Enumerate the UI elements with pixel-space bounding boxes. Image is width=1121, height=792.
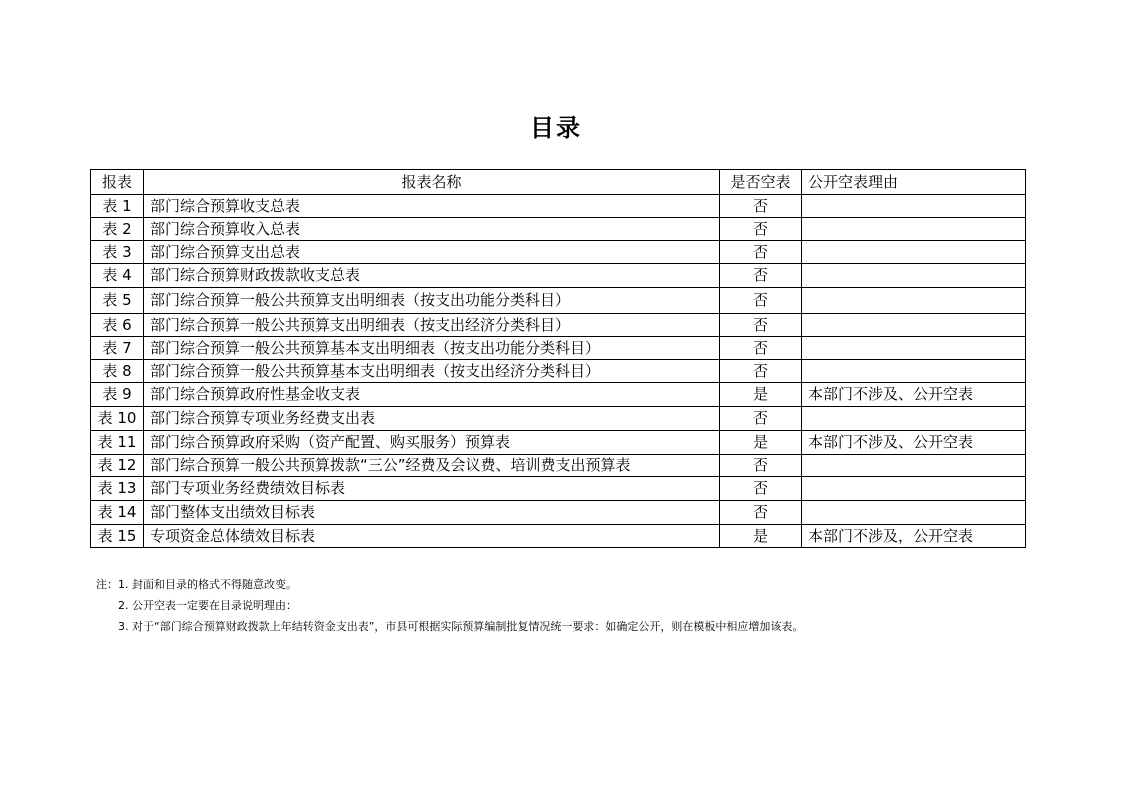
report-number: 表 11	[91, 431, 144, 455]
report-name: 部门综合预算收支总表	[144, 195, 720, 218]
table-row	[91, 501, 1026, 525]
report-number: 表 2	[91, 218, 144, 241]
report-name: 部门综合预算一般公共预算支出明细表（按支出功能分类科目）	[144, 288, 720, 314]
report-name: 部门综合预算一般公共预算拨款“三公”经费及会议费、培训费支出预算表	[144, 455, 720, 477]
report-number: 表 7	[91, 337, 144, 360]
table-row	[91, 264, 1026, 288]
report-number: 表 4	[91, 264, 144, 288]
is-empty: 否	[720, 360, 802, 383]
header-report: 报表	[91, 170, 144, 195]
report-name: 部门综合预算一般公共预算基本支出明细表（按支出功能分类科目）	[144, 337, 720, 360]
report-name: 部门综合预算一般公共预算支出明细表（按支出经济分类科目）	[144, 314, 720, 337]
table-body	[91, 195, 1026, 548]
empty-reason: 本部门不涉及、公开空表	[802, 383, 1026, 407]
report-number: 表 14	[91, 501, 144, 525]
report-name: 部门专项业务经费绩效目标表	[144, 477, 720, 501]
report-name: 部门综合预算政府采购（资产配置、购买服务）预算表	[144, 431, 720, 455]
is-empty: 是	[720, 383, 802, 407]
is-empty: 否	[720, 407, 802, 431]
header-is-empty: 是否空表	[720, 170, 802, 195]
report-name: 部门综合预算一般公共预算基本支出明细表（按支出经济分类科目）	[144, 360, 720, 383]
report-number: 表 9	[91, 383, 144, 407]
report-name: 专项资金总体绩效目标表	[144, 525, 720, 548]
empty-reason	[802, 241, 1026, 264]
empty-reason	[802, 455, 1026, 477]
report-name: 部门综合预算支出总表	[144, 241, 720, 264]
is-empty: 否	[720, 501, 802, 525]
table-header-row	[91, 170, 1026, 195]
report-number: 表 3	[91, 241, 144, 264]
empty-reason	[802, 264, 1026, 288]
notes	[96, 574, 803, 637]
empty-reason	[802, 477, 1026, 501]
header-report-name: 报表名称	[144, 170, 720, 195]
header-empty-reason: 公开空表理由	[802, 170, 1026, 195]
is-empty: 否	[720, 218, 802, 241]
report-number: 表 8	[91, 360, 144, 383]
empty-reason	[802, 337, 1026, 360]
table-row	[91, 477, 1026, 501]
report-number: 表 10	[91, 407, 144, 431]
table-row	[91, 337, 1026, 360]
page-title: 目录	[530, 114, 582, 142]
report-number: 表 1	[91, 195, 144, 218]
report-number: 表 12	[91, 455, 144, 477]
is-empty: 是	[720, 431, 802, 455]
note-2: 2. 公开空表一定要在目录说明理由：	[118, 599, 297, 612]
report-name: 部门综合预算财政拨款收支总表	[144, 264, 720, 288]
table-row	[91, 383, 1026, 407]
empty-reason	[802, 360, 1026, 383]
report-name: 部门综合预算收入总表	[144, 218, 720, 241]
table-row	[91, 525, 1026, 548]
empty-reason	[802, 218, 1026, 241]
is-empty: 否	[720, 264, 802, 288]
empty-reason: 本部门不涉及、公开空表	[802, 431, 1026, 455]
table-row	[91, 195, 1026, 218]
table-row	[91, 241, 1026, 264]
empty-reason	[802, 288, 1026, 314]
empty-reason	[802, 407, 1026, 431]
report-number: 表 6	[91, 314, 144, 337]
report-number: 表 5	[91, 288, 144, 314]
is-empty: 否	[720, 195, 802, 218]
table-row	[91, 431, 1026, 455]
table-row	[91, 455, 1026, 477]
table-row	[91, 218, 1026, 241]
is-empty: 否	[720, 337, 802, 360]
is-empty: 否	[720, 477, 802, 501]
report-number: 表 15	[91, 525, 144, 548]
is-empty: 否	[720, 455, 802, 477]
empty-reason	[802, 195, 1026, 218]
table-row	[91, 288, 1026, 314]
empty-reason	[802, 501, 1026, 525]
is-empty: 否	[720, 314, 802, 337]
is-empty: 是	[720, 525, 802, 548]
table-row	[91, 314, 1026, 337]
table-row	[91, 360, 1026, 383]
empty-reason: 本部门不涉及，公开空表	[802, 525, 1026, 548]
is-empty: 否	[720, 288, 802, 314]
report-number: 表 13	[91, 477, 144, 501]
report-name: 部门综合预算政府性基金收支表	[144, 383, 720, 407]
report-name: 部门综合预算专项业务经费支出表	[144, 407, 720, 431]
catalog-table	[90, 169, 1026, 548]
is-empty: 否	[720, 241, 802, 264]
empty-reason	[802, 314, 1026, 337]
table-row	[91, 407, 1026, 431]
report-name: 部门整体支出绩效目标表	[144, 501, 720, 525]
note-1: 注：1. 封面和目录的格式不得随意改变。	[96, 578, 297, 591]
note-3: 3. 对于“部门综合预算财政拨款上年结转资金支出表”，市县可根据实际预算编制批复情况统一要求：如确定公开，则在模板中相应增加该表。	[118, 620, 804, 633]
